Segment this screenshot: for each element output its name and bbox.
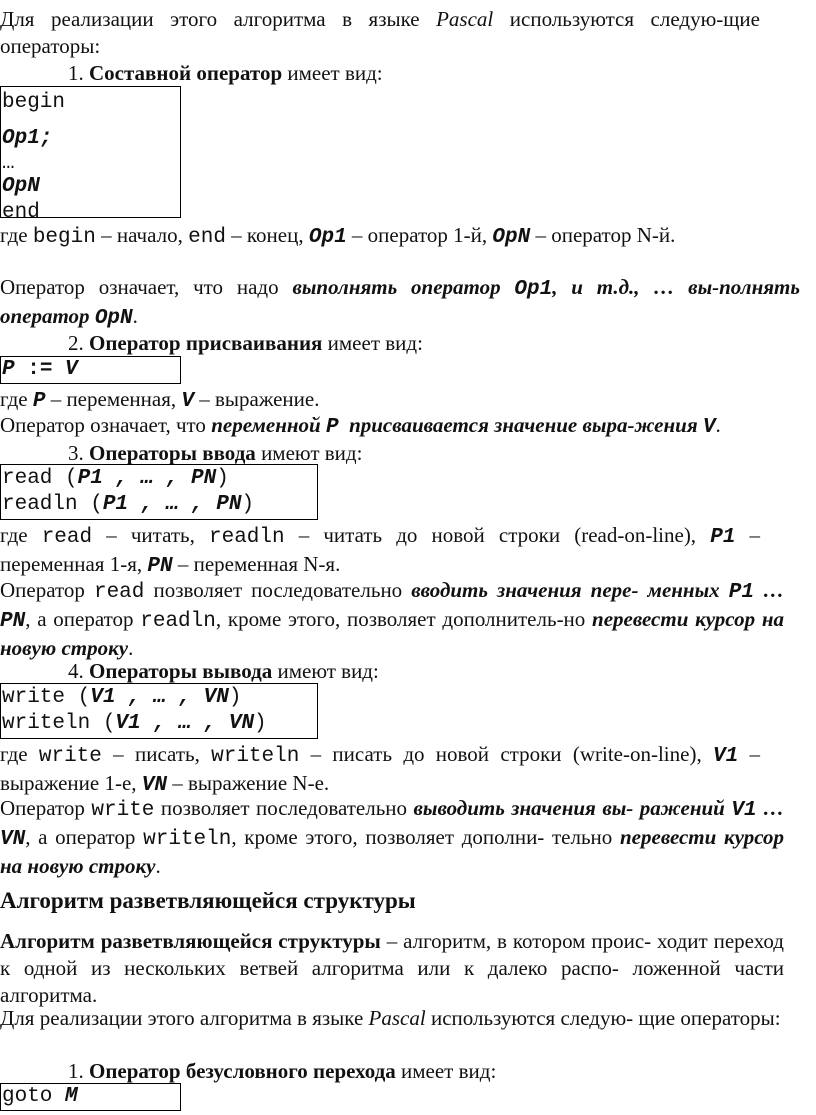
item-number: 2. (68, 331, 84, 355)
text: – переменная N-я. (172, 552, 341, 576)
item-title: Операторы вывода (89, 659, 273, 683)
text: – писать до новой строки (write-on-line), (299, 742, 713, 766)
assignment-code-box (0, 356, 181, 384)
code-opn: OpN (94, 307, 133, 330)
item2-heading (0, 330, 423, 357)
emphasis: перевести курсор на новую строку (0, 607, 784, 660)
emphasis: вводить значения пере- менных (411, 578, 729, 602)
text: – конец, (225, 223, 309, 247)
item4-heading (0, 658, 379, 685)
text: имеет вид: (395, 1059, 497, 1083)
code-readln: readln (209, 526, 285, 549)
text: , а оператор (25, 607, 141, 631)
item-number: 3. (68, 441, 84, 465)
text: . (715, 413, 721, 437)
text: – оператор N-й. (530, 223, 676, 247)
code-goto: goto (2, 1085, 66, 1108)
text: – выражение 1-е, (0, 742, 761, 795)
code-writeln: writeln (211, 745, 300, 768)
text: – переменная, (45, 387, 182, 411)
text: Оператор (0, 796, 92, 820)
text: , а оператор (25, 825, 144, 849)
item-title: Оператор присваивания (89, 331, 323, 355)
code-paren: ) (216, 467, 229, 490)
code-v1: V1 (731, 799, 757, 822)
code-p1: P1 (728, 581, 754, 604)
code-read: read (41, 526, 93, 549)
text: – читать, (92, 523, 209, 547)
emphasis: … (753, 578, 784, 602)
code-line: Op1; (2, 127, 53, 150)
code-line (1, 358, 78, 381)
code-end: end (188, 226, 226, 249)
code-p: P (2, 358, 15, 381)
code-v: V (65, 358, 78, 381)
code-writeln: writeln (143, 828, 232, 851)
code-begin: begin (32, 226, 96, 249)
item-title: Оператор безусловного перехода (89, 1059, 396, 1083)
item3-heading (0, 440, 362, 467)
emphasis: , и т.д., … вы-полнять оператор (0, 275, 800, 328)
code-line: OpN (2, 175, 40, 198)
item4-where (0, 741, 760, 799)
text: где (0, 223, 33, 247)
text: Оператор означает, что (0, 413, 212, 437)
code-write: write (91, 799, 155, 822)
emphasis: перевести курсор на новую строку (0, 825, 785, 878)
item-title: Составной оператор (89, 61, 283, 85)
text: где (0, 523, 42, 547)
text: используются следую-щие операторы: (0, 7, 760, 58)
text: – читать до новой строки (read-on-line), (284, 523, 711, 547)
code-params: P1 , … , PN (77, 467, 217, 490)
text: , кроме этого, позволяет дополнитель-но (215, 607, 593, 631)
emphasis: выводить значения вы- ражений (413, 796, 732, 820)
code-line (1, 686, 241, 709)
text: – выражение N-е. (166, 771, 330, 795)
section-intro (0, 1005, 784, 1032)
section-definition (0, 928, 784, 1009)
item2-means (0, 412, 721, 441)
code-line: end (2, 201, 40, 218)
text: – алгоритм, в котором проис- ходит переход к одной из нескольких ветвей алгоритма или к далеко распо- ложенной части алгоритма. (0, 929, 784, 1007)
code-line: begin (2, 91, 66, 114)
item-number: 1. (68, 1059, 84, 1083)
code-paren: ) (228, 686, 242, 709)
code-p1: P1 (710, 526, 736, 549)
code-writeln: writeln ( (2, 712, 116, 735)
code-line (1, 712, 267, 735)
code-read: read (93, 581, 145, 604)
text: – начало, (95, 223, 189, 247)
text: Оператор означает, что надо (0, 275, 293, 299)
emphasis: … (756, 796, 785, 820)
text: . (132, 304, 138, 328)
code-op1: Op1 (308, 226, 347, 249)
item-title: Операторы ввода (89, 441, 256, 465)
text: имеет вид: (282, 61, 383, 85)
text: где (0, 387, 33, 411)
text: где (0, 742, 39, 766)
code-opn: OpN (492, 226, 531, 249)
compound-code-box (0, 86, 181, 218)
text: используются следую- щие операторы: (425, 1006, 781, 1030)
text: Для реализации этого алгоритма в языке (0, 7, 437, 31)
pascal-term: Pascal (368, 1006, 426, 1030)
code-op1: Op1 (514, 278, 553, 301)
code-pn: PN (147, 555, 173, 578)
code-readln: readln ( (2, 493, 103, 516)
code-line: … (2, 152, 15, 175)
intro-paragraph (0, 6, 760, 60)
input-code-box (0, 464, 318, 520)
code-params: P1 , … , PN (102, 493, 242, 516)
code-line (1, 493, 254, 516)
text: имеют вид: (272, 659, 379, 683)
text: , кроме этого, позволяет дополни- тельно (231, 825, 620, 849)
text: имеет вид: (322, 331, 423, 355)
text: имеют вид: (255, 441, 363, 465)
code-params: V1 , … , VN (115, 712, 255, 735)
code-p: P (325, 416, 339, 439)
code-p: P (32, 390, 46, 413)
text: Для реализации этого алгоритма в языке (0, 1006, 369, 1030)
text: позволяет последовательно (144, 578, 412, 602)
text: – писать, (101, 742, 212, 766)
section-heading: Алгоритм разветвляющейся структуры (0, 888, 416, 913)
text: Оператор (0, 578, 94, 602)
code-v: V (181, 390, 194, 413)
code-v1: V1 (713, 745, 739, 768)
emphasis: присваивается значение выра-жения (338, 413, 703, 437)
emphasis: выполнять оператор (292, 275, 515, 299)
code-write: write (38, 745, 102, 768)
code-params: V1 , … , VN (90, 686, 229, 709)
code-assign: := (14, 358, 66, 381)
item-number: 4. (68, 659, 84, 683)
pascal-term: Pascal (436, 7, 494, 31)
text: позволяет последовательно (154, 796, 414, 820)
code-vn: VN (0, 828, 26, 851)
output-code-box (0, 683, 318, 739)
term: Алгоритм разветвляющейся структуры (0, 929, 381, 953)
item3-where (0, 522, 760, 580)
item4-means (0, 795, 784, 880)
item-number: 1. (68, 61, 84, 85)
text: . (155, 854, 161, 878)
code-pn: PN (0, 610, 26, 633)
text: . (128, 636, 134, 660)
section-item1-heading (0, 1058, 496, 1085)
item3-means (0, 577, 784, 662)
code-paren: ) (254, 712, 267, 735)
item1-where (0, 222, 760, 251)
code-read: read ( (2, 467, 78, 490)
code-v: V (702, 416, 716, 439)
text: – выражение. (194, 387, 320, 411)
emphasis: переменной (211, 413, 326, 437)
text: – оператор 1-й, (346, 223, 493, 247)
item2-where (0, 386, 319, 415)
code-readln: readln (140, 610, 216, 633)
code-line (1, 1085, 78, 1108)
code-write: write ( (2, 686, 91, 709)
code-paren: ) (241, 493, 255, 516)
code-label: M (65, 1085, 78, 1108)
code-vn: VN (141, 774, 167, 797)
item1-heading (0, 60, 383, 87)
item1-means (0, 274, 800, 332)
text: – переменная 1-я, (0, 523, 761, 576)
goto-code-box (0, 1083, 181, 1111)
code-line (1, 467, 229, 490)
